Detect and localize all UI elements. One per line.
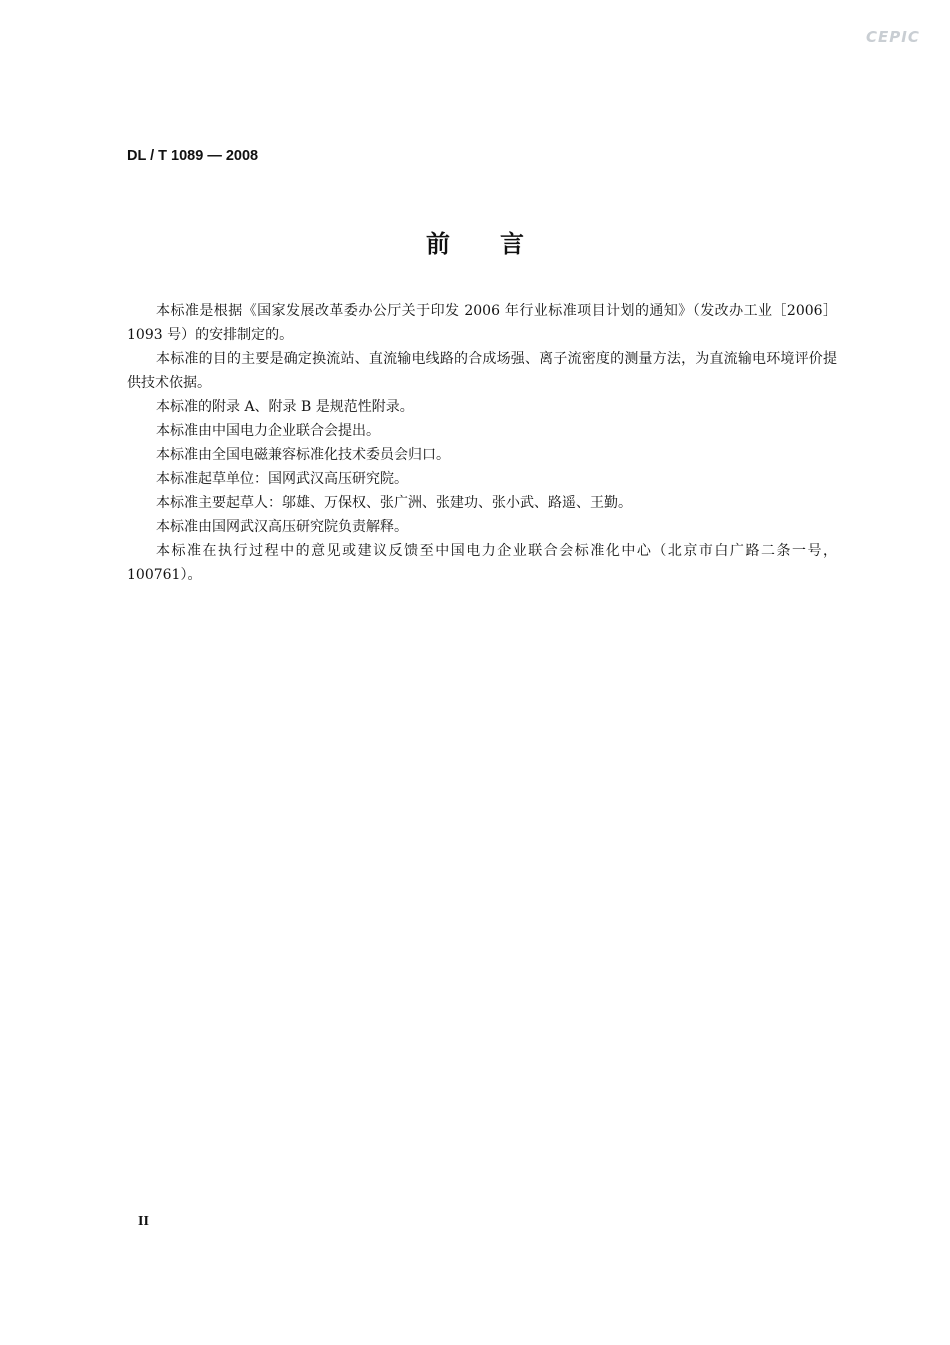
paragraph-committee: 本标准由全国电磁兼容标准化技术委员会归口。 [156, 447, 450, 463]
foreword-body [127, 299, 837, 587]
paragraph-plan-basis: 本标准是根据《国家发展改革委办公厅关于印发 2006 年行业标准项目计划的通知》（发改办工业［2006］1093 号）的安排制定的。 [127, 303, 837, 343]
cepic-watermark-logo: CEPIC [866, 28, 920, 46]
paragraph-drafting-unit: 本标准起草单位：国网武汉高压研究院。 [156, 471, 408, 487]
standard-code: DL / T 1089 — 2008 [127, 148, 259, 164]
paragraph-purpose: 本标准的目的主要是确定换流站、直流输电线路的合成场强、离子流密度的测量方法，为直流输电环境评价提供技术依据。 [127, 351, 837, 391]
paragraph-drafters: 本标准主要起草人：邬雄、万保权、张广洲、张建功、张小武、路遥、王勤。 [156, 495, 632, 511]
paragraph-proposer: 本标准由中国电力企业联合会提出。 [156, 423, 380, 439]
paragraph-interpretation: 本标准由国网武汉高压研究院负责解释。 [156, 519, 408, 535]
page-title: 前言 [426, 230, 574, 258]
paragraph-feedback: 本标准在执行过程中的意见或建议反馈至中国电力企业联合会标准化中心（北京市白广路二条一号，100761）。 [127, 543, 837, 583]
page-number: II [138, 1214, 149, 1229]
paragraph-appendices: 本标准的附录 A、附录 B 是规范性附录。 [156, 399, 414, 415]
